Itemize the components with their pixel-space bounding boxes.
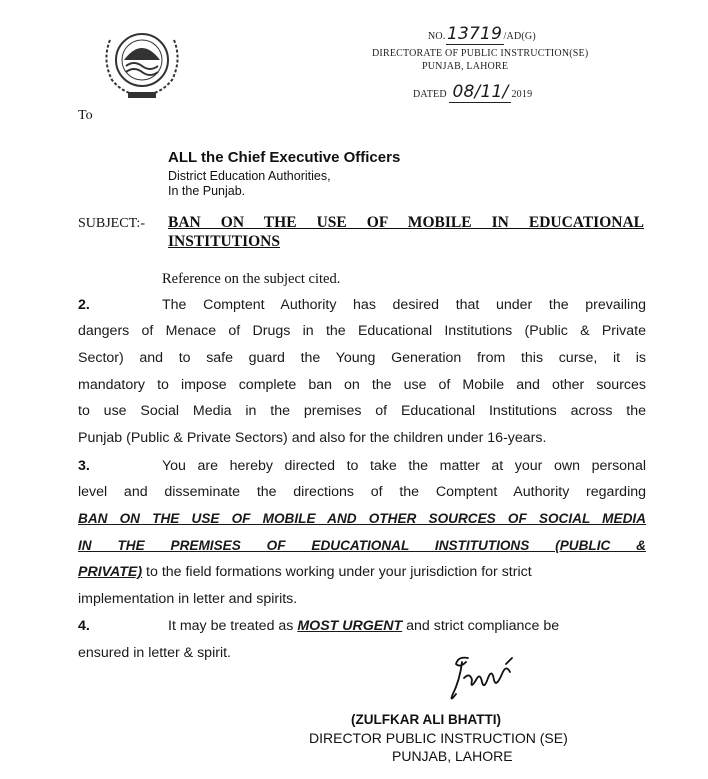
- signatory-designation: DIRECTOR PUBLIC INSTRUCTION (SE): [309, 730, 568, 746]
- para-3-line-6: implementation in letter and spirits.: [78, 591, 298, 607]
- para-3-line-3: BAN ON THE USE OF MOBILE AND OTHER SOURCES OF SOCIAL MEDIA: [78, 511, 646, 526]
- para-3-line-4: IN THE PREMISES OF EDUCATIONAL INSTITUTIONS (PUBLIC &: [78, 538, 646, 553]
- letter-number: NO.13719/AD(G): [428, 24, 536, 44]
- para-4-line-1: It may be treated as MOST URGENT and strict compliance be: [168, 618, 560, 634]
- para-3-private-emphasis: PRIVATE): [78, 564, 143, 580]
- most-urgent-emphasis: MOST URGENT: [297, 618, 403, 634]
- para-2-number: 2.: [78, 297, 90, 313]
- subject-line-2: INSTITUTIONS: [168, 233, 280, 250]
- letter-date: DATED 08/11/ 2019: [413, 82, 533, 102]
- addressee-title: ALL the Chief Executive Officers: [168, 149, 401, 166]
- subject-label: SUBJECT:-: [78, 216, 145, 231]
- signatory-city: PUNJAB, LAHORE: [392, 748, 513, 764]
- signatory-name: (ZULFKAR ALI BHATTI): [351, 712, 501, 727]
- para-2-line-1: The Comptent Authority has desired that under the prevailing: [162, 297, 646, 313]
- para-2-line-2: dangers of Menace of Drugs in the Educational Institutions (Public & Private: [78, 323, 646, 339]
- para-2-line-4: mandatory to impose complete ban on the use of Mobile and other sources: [78, 377, 646, 393]
- para-3-line-2: level and disseminate the directions of the Comptent Authority regarding: [78, 484, 646, 500]
- signature-mark: [440, 650, 530, 710]
- office-city: PUNJAB, LAHORE: [422, 61, 509, 72]
- to-label: To: [78, 108, 93, 123]
- para-3-line-1: You are hereby directed to take the matter at your own personal: [162, 458, 646, 474]
- addressee-line-1: District Education Authorities,: [168, 169, 331, 183]
- para-4-line-2: ensured in letter & spirit.: [78, 645, 231, 661]
- reference-line: Reference on the subject cited.: [162, 271, 341, 287]
- para-4-number: 4.: [78, 618, 90, 634]
- letter-date-value: 08/11/: [449, 82, 511, 103]
- office-name: DIRECTORATE OF PUBLIC INSTRUCTION(SE): [372, 48, 589, 59]
- letter-number-value: 13719: [447, 24, 503, 44]
- para-2-line-6: Punjab (Public & Private Sectors) and also for the children under 16-years.: [78, 430, 547, 446]
- addressee-line-2: In the Punjab.: [168, 184, 246, 198]
- para-2-line-5: to use Social Media in the premises of Educational Institutions across the: [78, 403, 646, 419]
- subject-line-1: BAN ON THE USE OF MOBILE IN EDUCATIONAL: [168, 214, 644, 231]
- para-3-line-5: PRIVATE) to the field formations working under your jurisdiction for strict: [78, 564, 532, 580]
- para-2-line-3: Sector) and to safe guard the Young Generation from this curse, it is: [78, 350, 646, 366]
- para-3-number: 3.: [78, 458, 90, 474]
- punjab-emblem-icon: [94, 22, 190, 102]
